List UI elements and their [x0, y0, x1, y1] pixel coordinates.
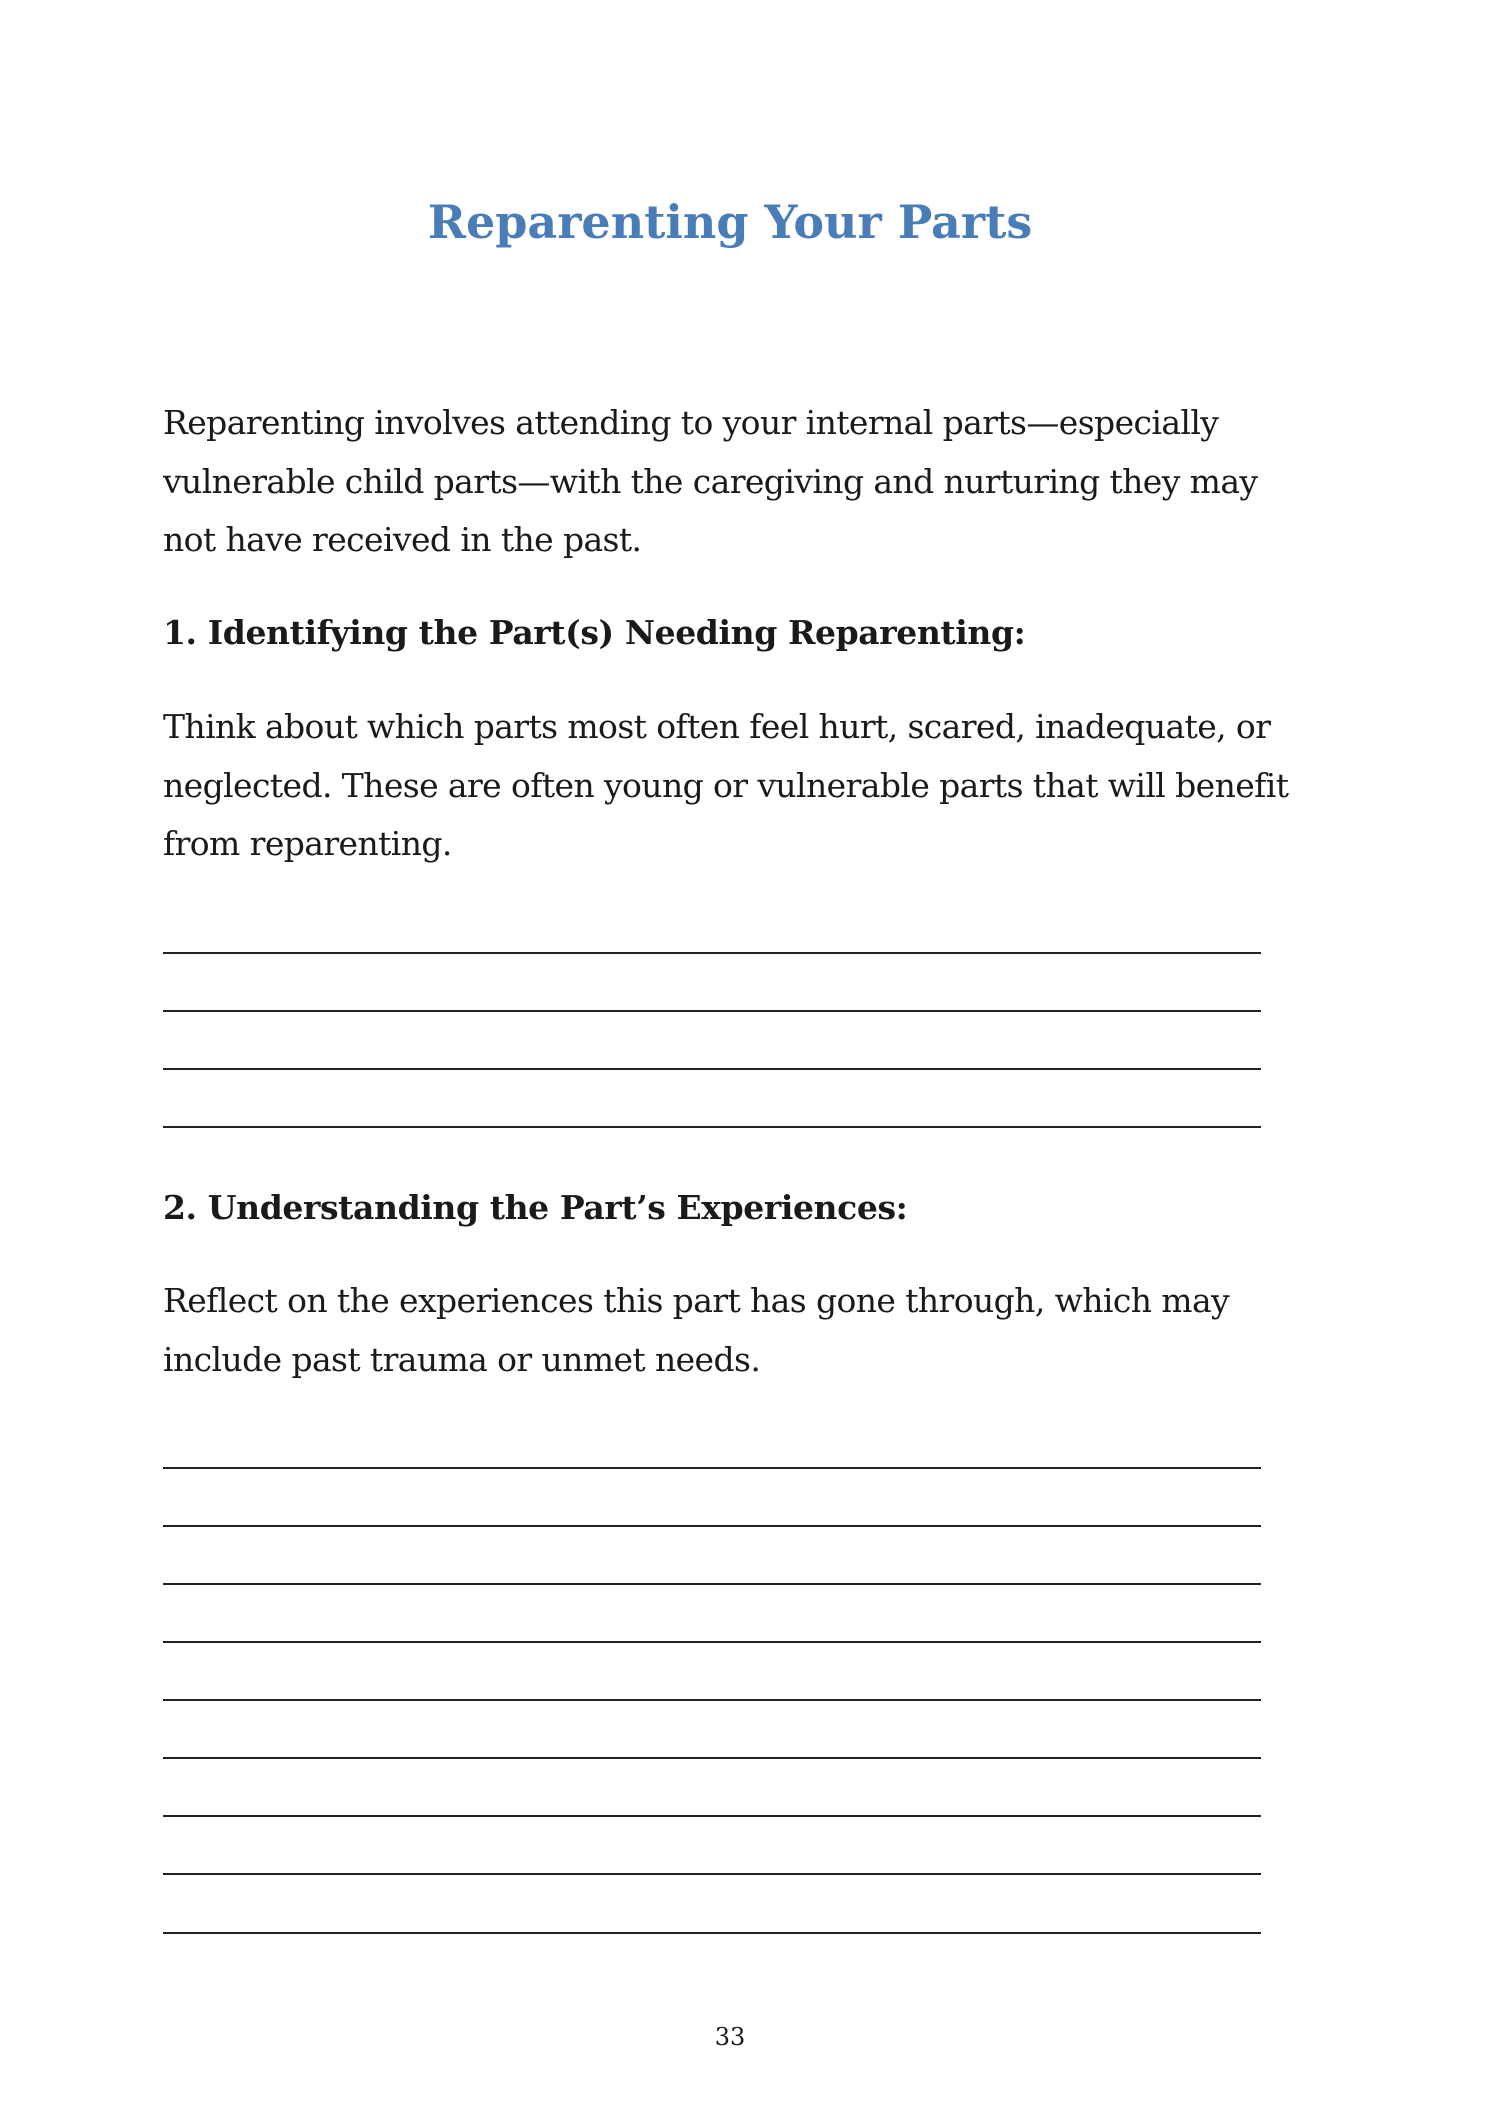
answer-line[interactable] — [163, 1873, 1261, 1875]
answer-line[interactable] — [163, 1641, 1261, 1643]
section-2-body: Reflect on the experiences this part has gone through, which may include past trauma or unmet needs. — [163, 1281, 1230, 1379]
answer-line[interactable] — [163, 1699, 1261, 1701]
answer-line[interactable] — [163, 1525, 1261, 1527]
section-2-heading: 2. Understanding the Part’s Experiences: — [163, 1188, 908, 1227]
section-1-heading: 1. Identifying the Part(s) Needing Reparenting: — [163, 613, 1026, 652]
page-number: 33 — [714, 2023, 746, 2051]
answer-line[interactable] — [163, 1010, 1261, 1012]
answer-line[interactable] — [163, 1126, 1261, 1128]
page-title: Reparenting Your Parts — [427, 195, 1033, 249]
answer-line[interactable] — [163, 1068, 1261, 1070]
intro-paragraph: Reparenting involves attending to your internal parts—especially vulnerable child parts—with the caregiving and nurturing they may not have received in the past. — [163, 403, 1258, 559]
answer-line[interactable] — [163, 1583, 1261, 1585]
answer-line[interactable] — [163, 1932, 1261, 1934]
answer-line[interactable] — [163, 1757, 1261, 1759]
answer-line[interactable] — [163, 1815, 1261, 1817]
answer-line[interactable] — [163, 952, 1261, 954]
section-1-body: Think about which parts most often feel hurt, scared, inadequate, or neglected. These are often young or vulnerable parts that will benefit from reparenting. — [163, 707, 1289, 863]
answer-line[interactable] — [163, 1467, 1261, 1469]
